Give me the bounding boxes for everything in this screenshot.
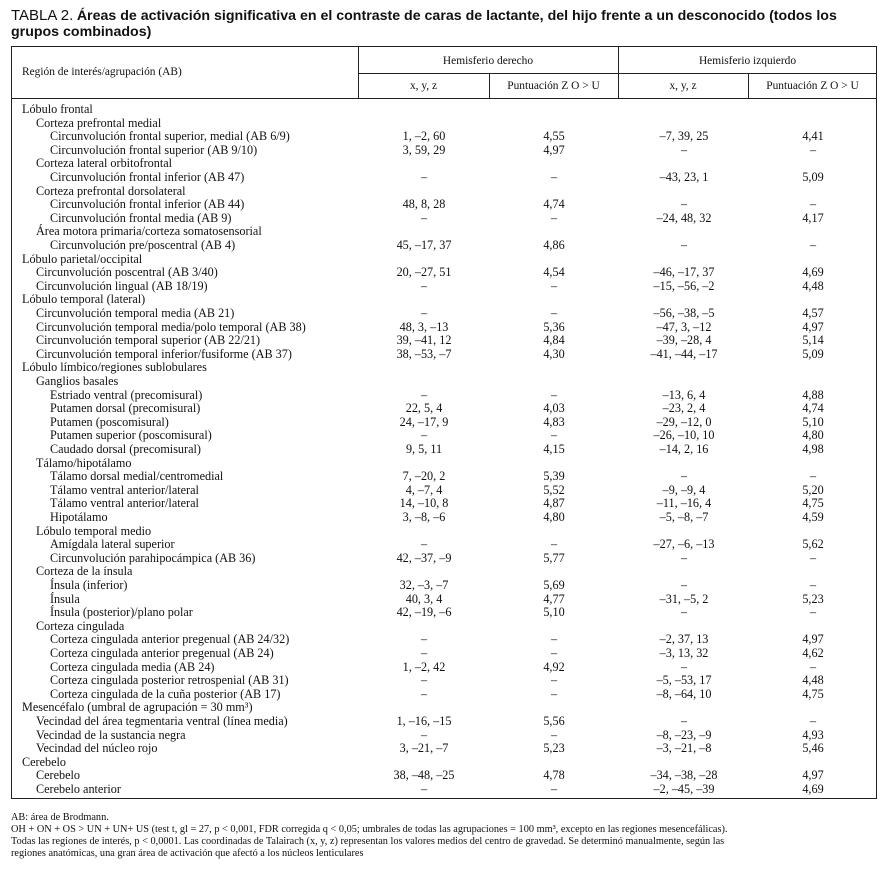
table-row [12, 497, 877, 511]
table-row [12, 620, 877, 634]
right-coords-cell: – [420, 673, 428, 688]
right-score-cell: – [550, 646, 558, 660]
left-score-cell: – [809, 142, 817, 157]
left-coords-cell: –24, 48, 32 [656, 210, 712, 225]
table-label: TABLA 2. [11, 7, 74, 24]
left-coords-cell: – [680, 550, 688, 565]
region-label: Circunvolución frontal superior, medial (AB 6/9) [50, 129, 290, 144]
left-coords-cell: – [680, 578, 688, 592]
table-row [12, 416, 877, 430]
left-coords-cell: –2, –45, –39 [653, 782, 715, 796]
right-score-cell: 5,56 [543, 714, 565, 728]
right-score-cell: – [550, 632, 558, 647]
left-score-cell: 4,48 [802, 673, 824, 688]
region-label: Putamen (poscomisural) [50, 414, 169, 429]
right-score-cell: – [550, 727, 558, 742]
region-label: Mesencéfalo (umbral de agrupación = 30 mm³) [22, 700, 253, 715]
right-coords-cell: 38, –48, –25 [393, 768, 455, 783]
right-score-cell: – [550, 673, 558, 688]
left-score-cell: – [809, 238, 817, 252]
right-score-cell: 5,77 [543, 550, 565, 565]
left-coords-cell: – [680, 605, 688, 620]
region-label: Circunvolución temporal superior (AB 22/21) [36, 333, 261, 348]
region-label: Corteza cingulada [36, 618, 125, 633]
right-score-cell: 4,80 [543, 510, 565, 524]
table-row [12, 239, 877, 253]
left-score-cell: 5,20 [802, 482, 824, 497]
left-coords-cell: – [680, 197, 688, 212]
right-coords-cell: 42, –19, –6 [396, 605, 452, 620]
left-coords-cell: –31, –5, 2 [659, 591, 709, 606]
left-coords-cell: –15, –56, –2 [653, 278, 715, 293]
right-coords-cell: 1, –2, 42 [402, 659, 446, 674]
table-row [12, 130, 877, 144]
right-coords-cell: 42, –37, –9 [396, 550, 452, 565]
region-label: Corteza cingulada anterior pregenual (AB 24/32) [50, 632, 290, 647]
right-coords-cell: – [420, 537, 428, 552]
table-row [12, 361, 877, 375]
region-label: Estriado ventral (precomisural) [50, 387, 203, 402]
right-score-cell: – [550, 782, 558, 796]
right-coords-cell: – [420, 210, 428, 225]
left-coords-cell: –14, 2, 16 [659, 442, 709, 456]
note-line: AB: área de Brodmann. [11, 812, 109, 823]
left-coords-cell: –46, –17, 37 [653, 265, 715, 280]
table-row [12, 484, 877, 498]
table-row [12, 565, 877, 579]
header-left-score: Puntuación Z O > U [766, 80, 859, 92]
left-score-cell: 4,69 [802, 265, 824, 280]
right-coords-cell: 38, –53, –7 [396, 346, 452, 361]
right-score-cell: 5,23 [543, 741, 565, 756]
table-row [12, 443, 877, 457]
region-label: Hipotálamo [50, 510, 108, 524]
header-divider-lower [11, 98, 877, 99]
right-coords-cell: 48, 3, –13 [399, 319, 449, 334]
region-label: Amígdala lateral superior [50, 537, 175, 552]
region-label: Lóbulo parietal/occipital [22, 251, 143, 266]
left-score-cell: 4,97 [802, 632, 824, 647]
region-label: Circunvolución lingual (AB 18/19) [36, 278, 208, 293]
table-row [12, 307, 877, 321]
left-coords-cell: –23, 2, 4 [662, 401, 706, 416]
right-coords-cell: 1, –2, 60 [402, 129, 446, 144]
left-coords-cell: –5, –53, 17 [656, 673, 712, 688]
table-row [12, 198, 877, 212]
table-row [12, 538, 877, 552]
left-coords-cell: –41, –44, –17 [650, 346, 718, 361]
region-label: Corteza cingulada media (AB 24) [50, 659, 215, 674]
table-row [12, 321, 877, 335]
table-row [12, 470, 877, 484]
header-left-coords: x, y, z [669, 80, 697, 92]
table-row [12, 171, 877, 185]
region-label: Tálamo ventral anterior/lateral [50, 496, 199, 511]
table-row [12, 606, 877, 620]
right-coords-cell: – [420, 646, 428, 660]
region-label: Corteza prefrontal medial [36, 115, 162, 130]
header-left-hemisphere: Hemisferio izquierdo [698, 55, 797, 67]
left-coords-cell: –11, –16, 4 [656, 496, 712, 511]
table-row [12, 715, 877, 729]
table-row [12, 348, 877, 362]
left-coords-cell: –56, –38, –5 [653, 306, 715, 320]
table-row [12, 579, 877, 593]
region-label: Circunvolución temporal inferior/fusiforme (AB 37) [36, 346, 292, 361]
right-score-cell: 4,55 [543, 129, 565, 144]
table-row [12, 769, 877, 783]
table-row [12, 729, 877, 743]
left-coords-cell: – [680, 142, 688, 157]
left-score-cell: 4,62 [802, 646, 824, 660]
table-row [12, 661, 877, 675]
right-score-cell: 5,69 [543, 578, 565, 592]
right-coords-cell: – [420, 782, 428, 796]
right-score-cell: 5,10 [543, 605, 565, 620]
region-label: Cerebelo anterior [36, 782, 121, 796]
right-coords-cell: 32, –3, –7 [399, 578, 449, 592]
note-line: OH + ON + OS > UN + UN+ US (test t, gl = 27, p < 0,001, FDR corregida q < 0,05; umbrales de todas las agrupaciones = 100 mm³, excepto en las regiones mesencefálicas). [11, 824, 728, 835]
left-coords-cell: –39, –28, 4 [656, 333, 712, 348]
region-label: Corteza lateral orbitofrontal [36, 156, 173, 171]
left-coords-cell: –27, –6, –13 [653, 537, 715, 552]
right-coords-cell: – [420, 428, 428, 443]
left-coords-cell: –8, –23, –9 [656, 727, 712, 742]
table-notes [11, 812, 881, 860]
table-row [12, 293, 877, 307]
right-coords-cell: 45, –17, 37 [396, 238, 452, 252]
right-coords-cell: 48, 8, 28 [402, 197, 446, 212]
note-line: regiones anatómicas, una gran área de activación que afectó a los núcleos lenticulares [11, 848, 364, 859]
header-right-coords: x, y, z [409, 80, 438, 92]
left-score-cell: – [809, 659, 817, 674]
right-coords-cell: 3, –8, –6 [402, 510, 446, 524]
right-score-cell: – [550, 306, 558, 320]
region-label: Circunvolución poscentral (AB 3/40) [36, 265, 218, 280]
left-score-cell: 4,88 [802, 387, 824, 402]
table-row [12, 756, 877, 770]
right-coords-cell: – [420, 278, 428, 293]
left-coords-cell: –7, 39, 25 [659, 129, 709, 144]
table-row [12, 334, 877, 348]
right-coords-cell: 39, –41, 12 [396, 333, 452, 348]
table-row [12, 429, 877, 443]
region-label: Putamen dorsal (precomisural) [50, 401, 201, 416]
left-score-cell: 4,98 [802, 442, 824, 456]
region-label: Ínsula (posterior)/plano polar [50, 605, 193, 620]
right-coords-cell: – [420, 170, 428, 184]
right-score-cell: 4,97 [543, 142, 565, 157]
right-score-cell: 5,36 [543, 319, 565, 334]
region-label: Ínsula [50, 591, 80, 606]
region-label: Circunvolución temporal media (AB 21) [36, 306, 235, 320]
right-coords-cell: 24, –17, 9 [399, 414, 449, 429]
header-region: Región de interés/agrupación (AB) [22, 66, 182, 78]
right-score-cell: 4,54 [543, 265, 565, 280]
right-score-cell: 4,84 [543, 333, 565, 348]
table-row [12, 647, 877, 661]
right-score-cell: 5,39 [543, 469, 565, 484]
table-row [12, 375, 877, 389]
right-score-cell: – [550, 686, 558, 701]
region-label: Ínsula (inferior) [50, 578, 128, 592]
right-score-cell: – [550, 387, 558, 402]
right-coords-cell: 40, 3, 4 [405, 591, 443, 606]
left-coords-cell: – [680, 469, 688, 484]
region-label: Putamen superior (poscomisural) [50, 428, 212, 443]
left-coords-cell: –13, 6, 4 [662, 387, 706, 402]
left-score-cell: 4,48 [802, 278, 824, 293]
right-score-cell: 4,87 [543, 496, 565, 511]
left-coords-cell: –5, –8, –7 [659, 510, 709, 524]
left-score-cell: 4,75 [802, 686, 824, 701]
table-row [12, 701, 877, 715]
left-coords-cell: –47, 3, –12 [656, 319, 712, 334]
table-row [12, 157, 877, 171]
table-caption [11, 8, 881, 40]
right-score-cell: 4,74 [543, 197, 565, 212]
region-label: Tálamo ventral anterior/lateral [50, 482, 199, 497]
right-score-cell: – [550, 278, 558, 293]
left-score-cell: 4,97 [802, 319, 824, 334]
right-coords-cell: 20, –27, 51 [396, 265, 452, 280]
right-score-cell: 4,15 [543, 442, 565, 456]
left-score-cell: 4,17 [802, 210, 824, 225]
left-score-cell: 4,59 [802, 510, 824, 524]
table-row [12, 525, 877, 539]
table-row [12, 593, 877, 607]
table-row [12, 402, 877, 416]
region-label: Vecindad del área tegmentaria ventral (línea media) [36, 714, 288, 728]
table-row [12, 552, 877, 566]
right-coords-cell: – [420, 727, 428, 742]
left-score-cell: 4,41 [802, 129, 824, 144]
region-label: Vecindad del núcleo rojo [36, 741, 158, 756]
table-row [12, 144, 877, 158]
table-row [12, 185, 877, 199]
right-coords-cell: – [420, 686, 428, 701]
left-coords-cell: –8, –64, 10 [656, 686, 712, 701]
header-right-score: Puntuación Z O > U [507, 80, 600, 92]
left-score-cell: 4,97 [802, 768, 824, 783]
table-row [12, 103, 877, 117]
region-label: Corteza cingulada anterior pregenual (AB 24) [50, 646, 274, 660]
left-score-cell: 5,46 [802, 741, 824, 756]
table-row [12, 674, 877, 688]
table-row [12, 742, 877, 756]
right-coords-cell: – [420, 306, 428, 320]
left-coords-cell: –3, –21, –8 [656, 741, 712, 756]
left-coords-cell: –43, 23, 1 [659, 170, 709, 184]
left-score-cell: 5,14 [802, 333, 824, 348]
table-title: Áreas de activación significativa en el contraste de caras de lactante, del hijo frente a un desconocido (todos los grupos combinados) [11, 8, 837, 40]
left-coords-cell: –9, –9, 4 [662, 482, 706, 497]
left-coords-cell: –3, 13, 32 [659, 646, 709, 660]
table-row [12, 511, 877, 525]
table-row [12, 389, 877, 403]
right-coords-cell: 7, –20, 2 [402, 469, 446, 484]
right-score-cell: 5,52 [543, 482, 565, 497]
region-label: Circunvolución frontal media (AB 9) [50, 210, 232, 225]
region-label: Lóbulo límbico/regiones sublobulares [22, 360, 207, 375]
right-score-cell: 4,77 [543, 591, 565, 606]
region-label: Lóbulo temporal (lateral) [22, 292, 146, 307]
right-score-cell: 4,83 [543, 414, 565, 429]
region-label: Caudado dorsal (precomisural) [50, 442, 201, 456]
region-label: Corteza cingulada posterior retrospenial (AB 31) [50, 673, 289, 688]
right-coords-cell: 1, –16, –15 [396, 714, 452, 728]
left-score-cell: – [809, 550, 817, 565]
table-row [12, 266, 877, 280]
left-score-cell: – [809, 197, 817, 212]
right-coords-cell: – [420, 632, 428, 647]
region-label: Circunvolución pre/poscentral (AB 4) [50, 238, 236, 252]
table-row [12, 457, 877, 471]
table-row [12, 783, 877, 797]
region-label: Circunvolución frontal inferior (AB 47) [50, 170, 245, 184]
right-score-cell: – [550, 210, 558, 225]
right-score-cell: 4,92 [543, 659, 565, 674]
left-coords-cell: – [680, 238, 688, 252]
right-coords-cell: 9, 5, 11 [405, 442, 443, 456]
right-coords-cell: – [420, 387, 428, 402]
right-score-cell: 4,86 [543, 238, 565, 252]
table-row [12, 633, 877, 647]
right-score-cell: 4,03 [543, 401, 565, 416]
region-label: Corteza cingulada de la cuña posterior (AB 17) [50, 686, 281, 701]
right-coords-cell: 3, –21, –7 [399, 741, 449, 756]
region-label: Ganglios basales [36, 374, 119, 388]
right-score-cell: – [550, 537, 558, 552]
left-coords-cell: –29, –12, 0 [656, 414, 712, 429]
region-label: Circunvolución parahipocámpica (AB 36) [50, 550, 256, 565]
region-label: Lóbulo frontal [22, 102, 93, 116]
region-label: Cerebelo [22, 754, 66, 769]
left-score-cell: 5,23 [802, 591, 824, 606]
left-coords-cell: – [680, 659, 688, 674]
left-score-cell: 4,57 [802, 306, 824, 320]
left-coords-cell: – [680, 714, 688, 728]
left-score-cell: 4,74 [802, 401, 824, 416]
region-label: Área motora primaria/corteza somatosensorial [36, 224, 262, 239]
left-score-cell: – [809, 578, 817, 592]
left-score-cell: 4,93 [802, 727, 824, 742]
left-coords-cell: –26, –10, 10 [653, 428, 715, 443]
right-score-cell: – [550, 170, 558, 184]
table-row [12, 280, 877, 294]
right-coords-cell: 4, –7, 4 [405, 482, 443, 497]
left-coords-cell: –2, 37, 13 [659, 632, 709, 647]
table-row [12, 253, 877, 267]
left-score-cell: 5,09 [802, 170, 824, 184]
region-label: Circunvolución temporal media/polo temporal (AB 38) [36, 319, 306, 334]
region-label: Corteza de la ínsula [36, 564, 133, 579]
region-label: Tálamo/hipotálamo [36, 455, 132, 470]
note-line: Todas las regiones de interés, p < 0,0001. Las coordinadas de Talairach (x, y, z) representan los valores medios del centro de gravedad. Se determinó manualmente, según las [11, 836, 725, 847]
right-coords-cell: 3, 59, 29 [402, 142, 446, 157]
region-label: Cerebelo [36, 768, 80, 783]
left-score-cell: – [809, 469, 817, 484]
right-score-cell: – [550, 428, 558, 443]
region-label: Corteza prefrontal dorsolateral [36, 183, 186, 198]
table-row [12, 212, 877, 226]
region-label: Circunvolución frontal superior (AB 9/10) [50, 142, 258, 157]
left-score-cell: – [809, 714, 817, 728]
left-score-cell: 4,69 [802, 782, 824, 796]
left-score-cell: 5,62 [802, 537, 824, 552]
header-right-hemisphere: Hemisferio derecho [442, 55, 534, 67]
left-coords-cell: –34, –38, –28 [650, 768, 718, 783]
right-score-cell: 4,30 [543, 346, 565, 361]
left-score-cell: – [809, 605, 817, 620]
region-label: Lóbulo temporal medio [36, 523, 152, 538]
left-score-cell: 5,09 [802, 346, 824, 361]
region-label: Tálamo dorsal medial/centromedial [50, 469, 224, 484]
right-score-cell: 4,78 [543, 768, 565, 783]
right-coords-cell: 14, –10, 8 [399, 496, 449, 511]
region-label: Circunvolución frontal inferior (AB 44) [50, 197, 245, 212]
table-row [12, 225, 877, 239]
region-label: Vecindad de la sustancia negra [36, 727, 186, 742]
left-score-cell: 4,80 [802, 428, 824, 443]
left-score-cell: 4,75 [802, 496, 824, 511]
right-coords-cell: 22, 5, 4 [405, 401, 443, 416]
table-row [12, 117, 877, 131]
table-row [12, 688, 877, 702]
left-score-cell: 5,10 [802, 414, 824, 429]
